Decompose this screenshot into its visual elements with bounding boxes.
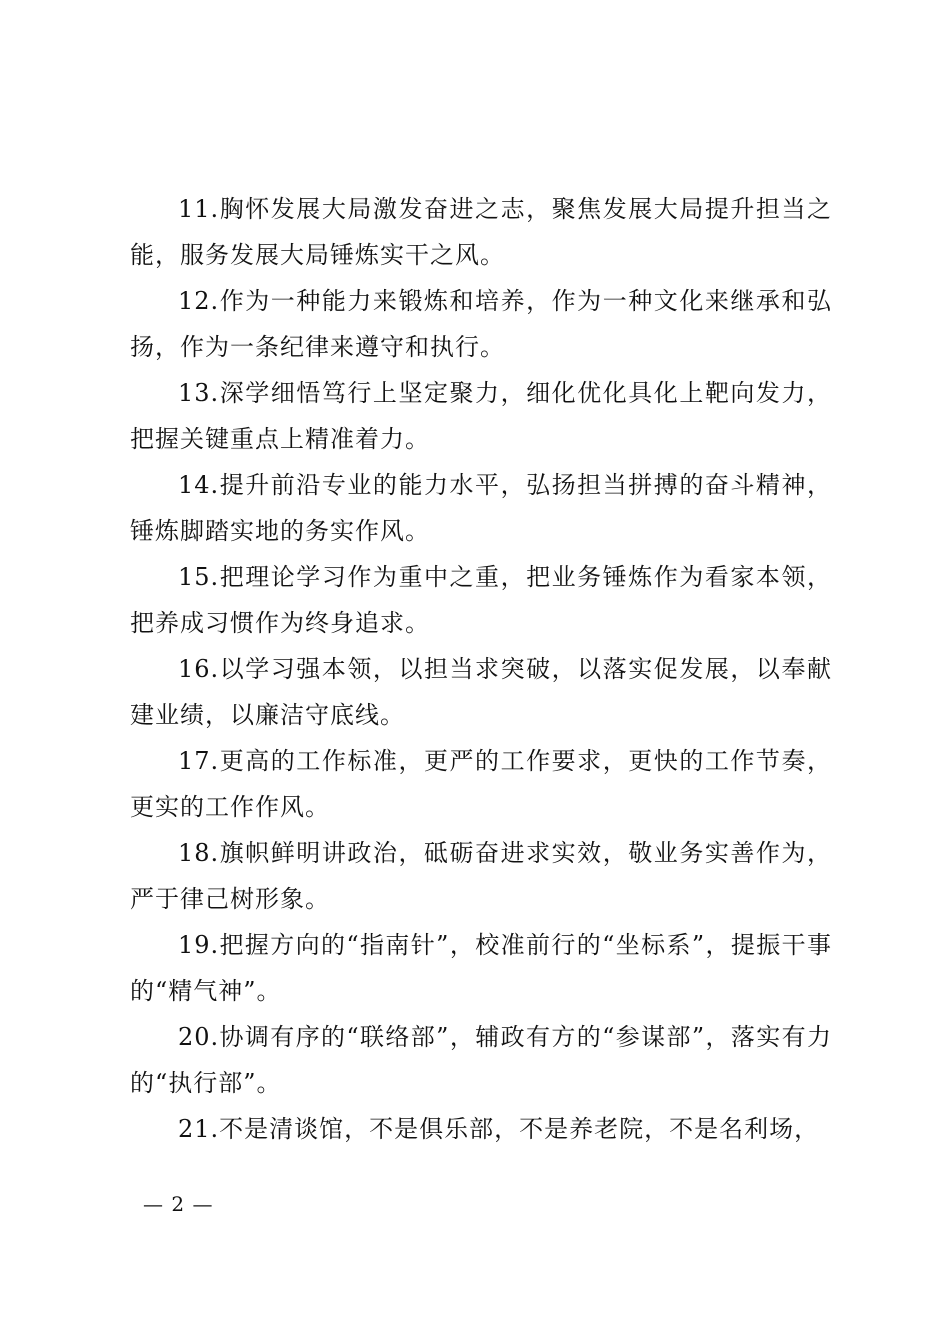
paragraph-13: 13.深学细悟笃行上坚定聚力，细化优化具化上靶向发力，把握关键重点上精准着力。 <box>130 379 832 453</box>
page-number: — 2 — <box>143 1192 214 1216</box>
paragraph-17: 17.更高的工作标准，更严的工作要求，更快的工作节奏，更实的工作作风。 <box>130 747 832 821</box>
paragraph-18: 18.旗帜鲜明讲政治，砥砺奋进求实效，敬业务实善作为，严于律己树形象。 <box>130 839 832 913</box>
document-body <box>130 186 832 1152</box>
paragraph-21: 21.不是清谈馆，不是俱乐部，不是养老院，不是名利场， <box>178 1115 820 1143</box>
paragraph-14: 14.提升前沿专业的能力水平，弘扬担当拼搏的奋斗精神，锤炼脚踏实地的务实作风。 <box>130 471 832 545</box>
paragraph-12: 12.作为一种能力来锻炼和培养，作为一种文化来继承和弘扬，作为一条纪律来遵守和执行。 <box>130 287 832 361</box>
paragraph-20: 20.协调有序的“联络部”，辅政有方的“参谋部”，落实有力的“执行部”。 <box>130 1023 832 1097</box>
paragraph-15: 15.把理论学习作为重中之重，把业务锤炼作为看家本领，把养成习惯作为终身追求。 <box>130 563 832 637</box>
paragraph-16: 16.以学习强本领，以担当求突破，以落实促发展，以奉献建业绩，以廉洁守底线。 <box>130 655 832 729</box>
paragraph-11: 11.胸怀发展大局激发奋进之志，聚焦发展大局提升担当之能，服务发展大局锤炼实干之风。 <box>130 195 832 269</box>
paragraph-19: 19.把握方向的“指南针”，校准前行的“坐标系”，提振干事的“精气神”。 <box>130 931 832 1005</box>
